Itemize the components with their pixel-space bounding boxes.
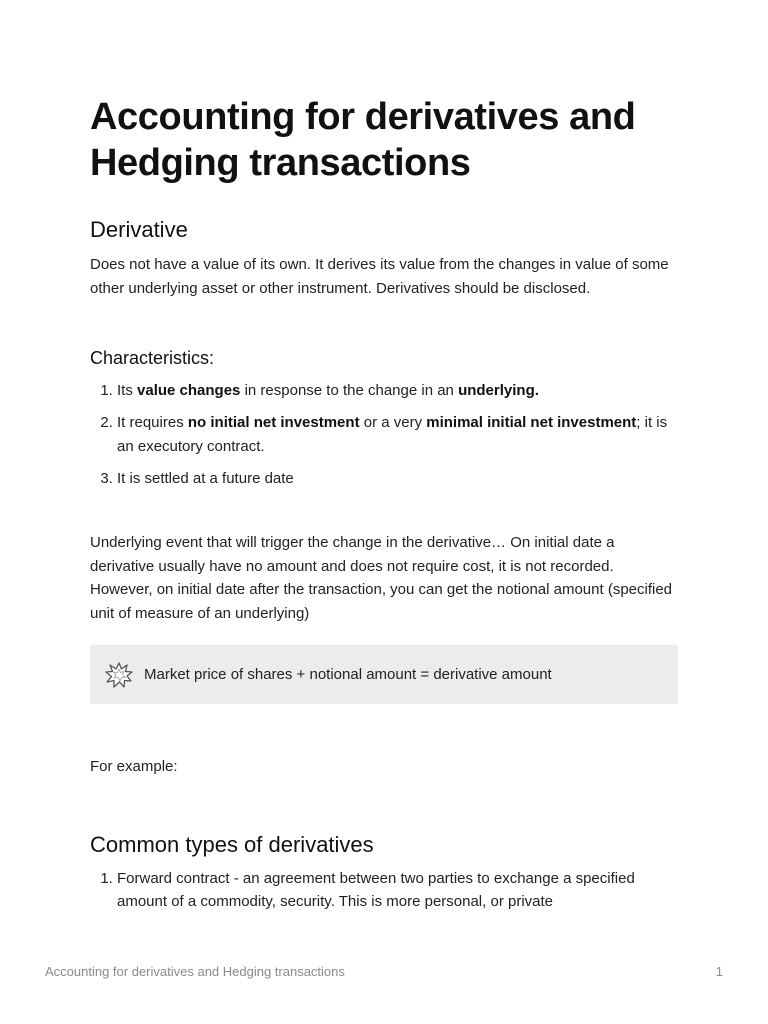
title-line-2: Hedging transactions <box>90 142 471 184</box>
title-line-1: Accounting for derivatives and <box>90 96 636 138</box>
footer-title: Accounting for derivatives and Hedging transactions <box>45 964 345 979</box>
characteristics-list <box>90 379 678 490</box>
example-label: For example: <box>90 758 178 775</box>
list-item: 1. Its value changes in response to the change in an underlying. <box>117 379 678 403</box>
underlying-paragraph: Underlying event that will trigger the change in the derivative… On initial date a derivative usually have no amount and does not require cost, it is not recorded. However, on initial date after the transaction, you can get the notional amount (specified unit of measure of an underlying) <box>90 534 673 622</box>
section-heading-common-types: Common types of derivatives <box>90 831 374 857</box>
list-item: 1. Forward contract - an agreement between two parties to exchange a specified amount of a commodity, security. This is more personal, or private <box>117 867 678 914</box>
list-item: 3. It is settled at a future date <box>117 467 678 491</box>
page-footer <box>45 964 723 979</box>
callout-text: Market price of shares + notional amount = derivative amount <box>144 666 552 683</box>
formula-callout <box>90 645 678 704</box>
section-heading-characteristics: Characteristics: <box>90 348 215 368</box>
page-number: 1 <box>715 964 723 979</box>
list-item: 2. It requires no initial net investment or a very minimal initial net investment; it is an executory contract. <box>117 411 678 458</box>
explosion-icon <box>104 660 134 690</box>
section-heading-derivative: Derivative <box>90 217 188 242</box>
document-page <box>90 94 678 914</box>
common-types-list <box>90 867 678 914</box>
page-title <box>90 94 678 186</box>
derivative-definition: Does not have a value of its own. It derives its value from the changes in value of some other underlying asset or other instrument. Derivatives should be disclosed. <box>90 256 669 297</box>
